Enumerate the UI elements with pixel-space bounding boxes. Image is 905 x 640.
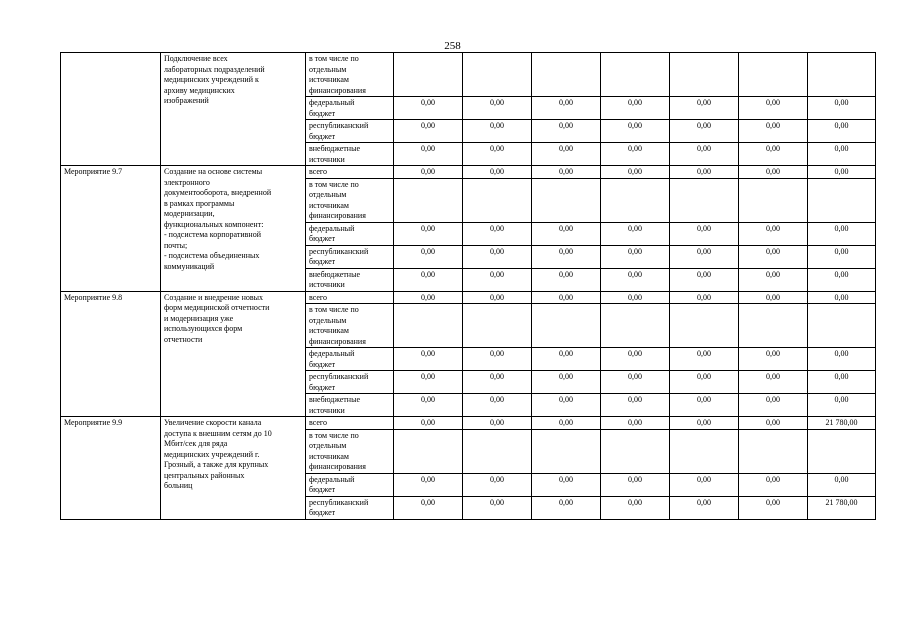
amount-cell: 0,00 (532, 473, 601, 496)
amount-cell: 21 780,00 (808, 417, 876, 430)
funding-source-cell: федеральный бюджет (306, 348, 394, 371)
amount-cell: 0,00 (601, 120, 670, 143)
amount-cell: 0,00 (601, 394, 670, 417)
amount-cell: 0,00 (739, 371, 808, 394)
amount-cell: 0,00 (670, 417, 739, 430)
amount-cell: 0,00 (394, 97, 463, 120)
amount-cell: 0,00 (739, 143, 808, 166)
amount-cell (739, 429, 808, 473)
amount-cell: 0,00 (670, 268, 739, 291)
amount-cell: 0,00 (601, 268, 670, 291)
amount-cell (394, 304, 463, 348)
funding-source-cell: федеральный бюджет (306, 473, 394, 496)
event-description-cell: Создание и внедрение новых форм медицинской отчетности и модернизация уже использующихся форм отчетности (161, 291, 306, 417)
amount-cell: 0,00 (670, 371, 739, 394)
amount-cell: 0,00 (670, 166, 739, 179)
amount-cell: 0,00 (394, 222, 463, 245)
amount-cell: 0,00 (463, 348, 532, 371)
amount-cell: 0,00 (532, 496, 601, 519)
amount-cell: 0,00 (739, 496, 808, 519)
amount-cell (532, 429, 601, 473)
amount-cell: 0,00 (670, 120, 739, 143)
amount-cell: 0,00 (394, 371, 463, 394)
amount-cell: 0,00 (463, 268, 532, 291)
amount-cell (532, 53, 601, 97)
amount-cell: 0,00 (394, 120, 463, 143)
amount-cell: 0,00 (394, 245, 463, 268)
amount-cell: 0,00 (670, 291, 739, 304)
event-name-cell (61, 53, 161, 166)
amount-cell: 0,00 (394, 417, 463, 430)
amount-cell (601, 304, 670, 348)
amount-cell (808, 178, 876, 222)
amount-cell: 0,00 (670, 348, 739, 371)
amount-cell: 0,00 (601, 348, 670, 371)
funding-source-cell: всего (306, 166, 394, 179)
amount-cell: 0,00 (532, 291, 601, 304)
amount-cell: 0,00 (601, 291, 670, 304)
amount-cell: 0,00 (670, 222, 739, 245)
page-number: 258 (444, 40, 461, 52)
funding-source-cell: республиканский бюджет (306, 496, 394, 519)
amount-cell (601, 53, 670, 97)
amount-cell: 0,00 (808, 473, 876, 496)
funding-source-cell: федеральный бюджет (306, 97, 394, 120)
funding-source-cell: в том числе по отдельным источникам финансирования (306, 53, 394, 97)
funding-source-cell: федеральный бюджет (306, 222, 394, 245)
event-name-cell: Мероприятие 9.9 (61, 417, 161, 520)
amount-cell: 0,00 (739, 348, 808, 371)
event-description-cell: Создание на основе системы электронного документооборота, внедренной в рамках программы модернизации, функциональных компонент: - подсистема корпоративной почты; - подсистема объединенных коммуникаций (161, 166, 306, 292)
amount-cell: 0,00 (532, 417, 601, 430)
amount-cell: 0,00 (808, 97, 876, 120)
table-row (61, 417, 876, 430)
amount-cell (670, 53, 739, 97)
amount-cell (394, 178, 463, 222)
amount-cell: 0,00 (394, 496, 463, 519)
amount-cell: 0,00 (394, 291, 463, 304)
amount-cell: 0,00 (739, 473, 808, 496)
amount-cell: 0,00 (601, 417, 670, 430)
amount-cell: 0,00 (463, 143, 532, 166)
amount-cell: 0,00 (463, 245, 532, 268)
amount-cell: 0,00 (463, 371, 532, 394)
amount-cell (532, 178, 601, 222)
amount-cell: 0,00 (670, 496, 739, 519)
amount-cell: 0,00 (532, 97, 601, 120)
amount-cell (808, 429, 876, 473)
amount-cell: 0,00 (394, 473, 463, 496)
amount-cell: 0,00 (463, 394, 532, 417)
amount-cell: 0,00 (394, 394, 463, 417)
event-description-cell: Подключение всех лабораторных подразделений медицинских учреждений к архиву медицинских изображений (161, 53, 306, 166)
amount-cell: 0,00 (670, 245, 739, 268)
amount-cell: 0,00 (808, 371, 876, 394)
amount-cell: 0,00 (532, 120, 601, 143)
table-row (61, 53, 876, 97)
amount-cell: 0,00 (808, 291, 876, 304)
amount-cell (532, 304, 601, 348)
amount-cell: 0,00 (532, 143, 601, 166)
funding-source-cell: республиканский бюджет (306, 245, 394, 268)
amount-cell: 0,00 (532, 166, 601, 179)
amount-cell: 0,00 (808, 166, 876, 179)
amount-cell: 0,00 (394, 268, 463, 291)
amount-cell: 0,00 (394, 348, 463, 371)
event-description-cell: Увеличение скорости канала доступа к внешним сетям до 10 Мбит/сек для ряда медицинских учреждений г. Грозный, а также для крупных центральных районных больниц (161, 417, 306, 520)
funding-source-cell: внебюджетные источники (306, 268, 394, 291)
amount-cell (463, 178, 532, 222)
amount-cell: 0,00 (601, 166, 670, 179)
funding-source-cell: республиканский бюджет (306, 371, 394, 394)
amount-cell: 0,00 (808, 120, 876, 143)
amount-cell (670, 304, 739, 348)
table-row (61, 166, 876, 179)
amount-cell: 0,00 (601, 222, 670, 245)
event-name-cell: Мероприятие 9.7 (61, 166, 161, 292)
amount-cell (601, 429, 670, 473)
amount-cell (601, 178, 670, 222)
amount-cell: 0,00 (463, 120, 532, 143)
event-name-cell: Мероприятие 9.8 (61, 291, 161, 417)
amount-cell: 0,00 (808, 143, 876, 166)
amount-cell: 21 780,00 (808, 496, 876, 519)
amount-cell: 0,00 (739, 268, 808, 291)
funding-source-cell: внебюджетные источники (306, 394, 394, 417)
amount-cell (739, 53, 808, 97)
amount-cell: 0,00 (463, 166, 532, 179)
amount-cell (808, 53, 876, 97)
amount-cell: 0,00 (463, 97, 532, 120)
amount-cell: 0,00 (394, 166, 463, 179)
amount-cell: 0,00 (601, 473, 670, 496)
amount-cell: 0,00 (532, 268, 601, 291)
amount-cell: 0,00 (463, 496, 532, 519)
amount-cell (808, 304, 876, 348)
amount-cell: 0,00 (739, 120, 808, 143)
amount-cell: 0,00 (532, 348, 601, 371)
funding-source-cell: республиканский бюджет (306, 120, 394, 143)
amount-cell: 0,00 (463, 291, 532, 304)
amount-cell: 0,00 (739, 417, 808, 430)
amount-cell (739, 304, 808, 348)
amount-cell: 0,00 (808, 394, 876, 417)
amount-cell: 0,00 (808, 222, 876, 245)
amount-cell: 0,00 (532, 371, 601, 394)
table-body (61, 53, 876, 520)
amount-cell (670, 429, 739, 473)
amount-cell: 0,00 (463, 417, 532, 430)
amount-cell: 0,00 (808, 348, 876, 371)
financing-table (60, 52, 876, 520)
amount-cell: 0,00 (601, 245, 670, 268)
amount-cell: 0,00 (463, 222, 532, 245)
amount-cell: 0,00 (739, 291, 808, 304)
funding-source-cell: всего (306, 291, 394, 304)
amount-cell: 0,00 (808, 268, 876, 291)
amount-cell: 0,00 (601, 496, 670, 519)
amount-cell (394, 53, 463, 97)
amount-cell: 0,00 (739, 222, 808, 245)
amount-cell: 0,00 (670, 473, 739, 496)
amount-cell: 0,00 (670, 143, 739, 166)
amount-cell: 0,00 (739, 166, 808, 179)
amount-cell: 0,00 (601, 143, 670, 166)
funding-source-cell: в том числе по отдельным источникам финансирования (306, 178, 394, 222)
amount-cell: 0,00 (739, 245, 808, 268)
amount-cell (739, 178, 808, 222)
amount-cell: 0,00 (808, 245, 876, 268)
funding-source-cell: всего (306, 417, 394, 430)
amount-cell: 0,00 (394, 143, 463, 166)
amount-cell: 0,00 (670, 97, 739, 120)
amount-cell (463, 53, 532, 97)
amount-cell: 0,00 (670, 394, 739, 417)
amount-cell: 0,00 (739, 394, 808, 417)
amount-cell: 0,00 (532, 222, 601, 245)
amount-cell (394, 429, 463, 473)
funding-source-cell: в том числе по отдельным источникам финансирования (306, 429, 394, 473)
amount-cell: 0,00 (532, 394, 601, 417)
amount-cell: 0,00 (532, 245, 601, 268)
amount-cell: 0,00 (601, 97, 670, 120)
funding-source-cell: внебюджетные источники (306, 143, 394, 166)
amount-cell (463, 304, 532, 348)
funding-source-cell: в том числе по отдельным источникам финансирования (306, 304, 394, 348)
amount-cell: 0,00 (739, 97, 808, 120)
amount-cell: 0,00 (601, 371, 670, 394)
amount-cell: 0,00 (463, 473, 532, 496)
table-row (61, 291, 876, 304)
amount-cell (670, 178, 739, 222)
amount-cell (463, 429, 532, 473)
